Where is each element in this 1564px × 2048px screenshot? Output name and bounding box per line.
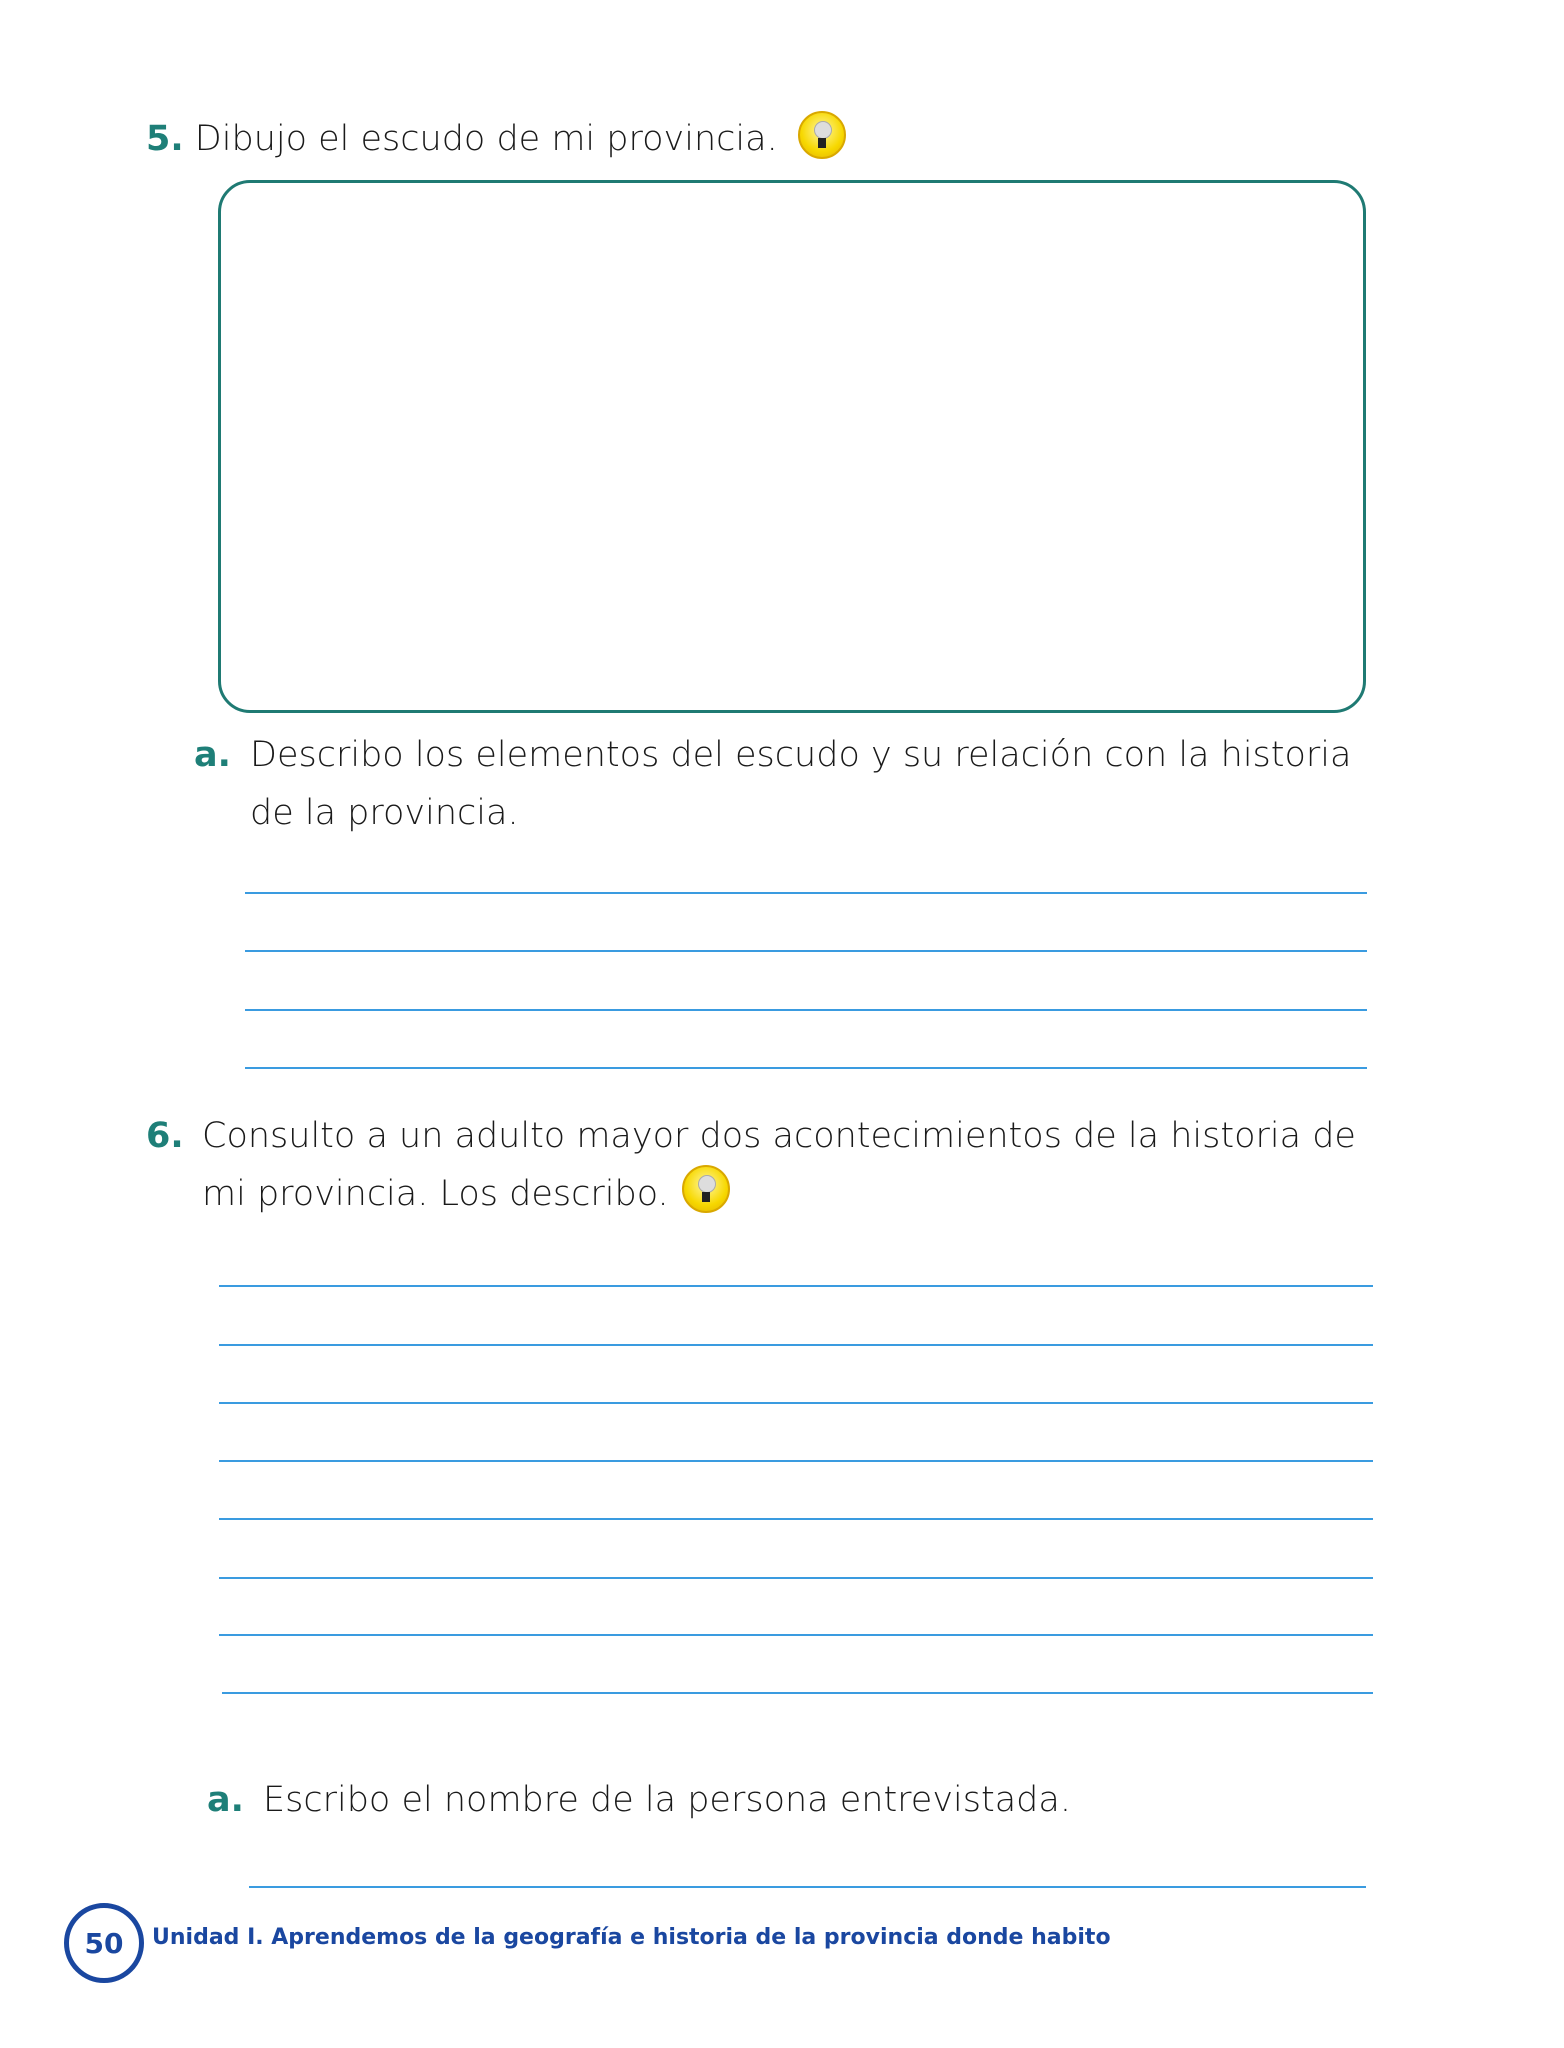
question-5 [146, 110, 778, 168]
answer-line[interactable] [219, 1402, 1373, 1404]
drawing-area[interactable] [218, 180, 1366, 713]
sub-letter: a. [207, 1780, 244, 1820]
answer-line[interactable] [219, 1518, 1373, 1520]
answer-line[interactable] [245, 892, 1367, 894]
lightbulb-icon [682, 1165, 730, 1213]
question-text-line1: Consulto a un adulto mayor dos acontecimientos de la historia de [202, 1116, 1356, 1156]
question-number: 6. [146, 1116, 184, 1156]
answer-line[interactable] [245, 950, 1367, 952]
question-text: Dibujo el escudo de mi provincia. [194, 119, 778, 159]
answer-line[interactable] [219, 1460, 1373, 1462]
unit-title: Unidad I. Aprendemos de la geografía e historia de la provincia donde habito [152, 1925, 1111, 1950]
page-number: 50 [64, 1903, 144, 1983]
lightbulb-icon [798, 111, 846, 159]
answer-line[interactable] [245, 1067, 1367, 1069]
answer-line[interactable] [219, 1285, 1373, 1287]
answer-line[interactable] [219, 1634, 1373, 1636]
sub-text-line1: Describo los elementos del escudo y su relación con la historia [250, 735, 1352, 775]
question-6 [146, 1107, 1356, 1165]
question-text-line2: mi provincia. Los describo. [202, 1174, 669, 1214]
question-6a [207, 1771, 1071, 1829]
question-5a [194, 726, 1351, 784]
answer-line[interactable] [249, 1886, 1366, 1888]
answer-line[interactable] [222, 1692, 1373, 1694]
answer-line[interactable] [245, 1009, 1367, 1011]
sub-text: Escribo el nombre de la persona entrevistada. [263, 1780, 1071, 1820]
answer-line[interactable] [219, 1577, 1373, 1579]
question-number: 5. [146, 119, 184, 159]
sub-letter: a. [194, 735, 231, 775]
answer-line[interactable] [219, 1344, 1373, 1346]
sub-text-line2: de la provincia. [250, 793, 519, 833]
